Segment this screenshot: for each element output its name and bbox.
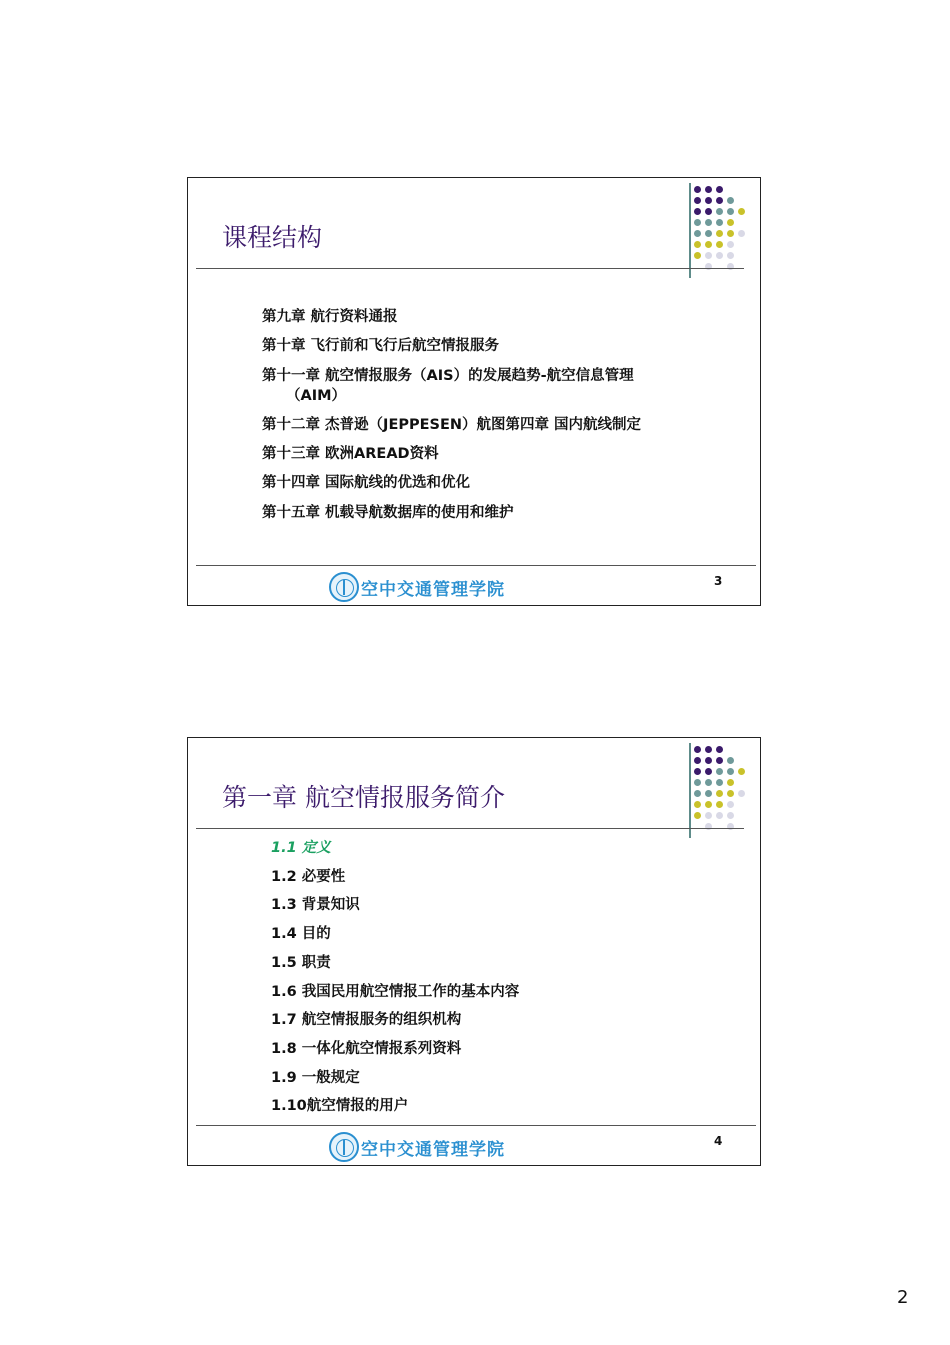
- page-number: 2: [897, 1287, 909, 1308]
- decor-dot: [727, 252, 734, 259]
- decor-dot: [705, 186, 712, 193]
- list-item-current: 1.1 定义: [271, 840, 331, 856]
- slide-title: 第一章 航空情报服务简介: [222, 783, 505, 812]
- decor-dot: [694, 757, 701, 764]
- list-item: 1.10航空情报的用户: [271, 1098, 409, 1115]
- list-item: 1.5 职责: [271, 954, 331, 971]
- list-item: 1.4 目的: [271, 926, 331, 943]
- decor-dot: [705, 241, 712, 248]
- decor-dot: [694, 812, 701, 819]
- decor-dot: [727, 812, 734, 819]
- decor-dot: [705, 252, 712, 259]
- decor-dot: [694, 252, 701, 259]
- title-divider: [196, 268, 744, 269]
- decor-dot: [727, 208, 734, 215]
- school-seal-icon: [329, 572, 359, 602]
- list-item: 第十一章 航空情报服务（AIS）的发展趋势-航空信息管理: [262, 367, 634, 384]
- decor-dot: [727, 768, 734, 775]
- decor-dot: [705, 790, 712, 797]
- school-logo: [329, 1132, 505, 1164]
- list-item: 第十三章 欧洲AREAD资料: [262, 446, 439, 463]
- decor-dot: [716, 252, 723, 259]
- decor-dot: [705, 812, 712, 819]
- list-item: 第十四章 国际航线的优选和优化: [262, 475, 471, 492]
- list-item-continuation: （AIM）: [286, 387, 347, 404]
- decor-dot: [705, 208, 712, 215]
- decor-dot: [727, 801, 734, 808]
- list-item: 第九章 航行资料通报: [262, 309, 398, 325]
- decor-dot: [716, 779, 723, 786]
- decor-dot: [716, 208, 723, 215]
- list-item: 1.7 航空情报服务的组织机构: [271, 1012, 462, 1029]
- decor-dot: [738, 230, 745, 237]
- decor-dot: [694, 790, 701, 797]
- decor-dot: [694, 186, 701, 193]
- decor-dot: [694, 219, 701, 226]
- decor-dot: [727, 790, 734, 797]
- decor-dot: [716, 230, 723, 237]
- decor-dot: [705, 779, 712, 786]
- list-item: 1.8 一体化航空情报系列资料: [271, 1040, 462, 1057]
- list-item: 第十章 飞行前和飞行后航空情报服务: [262, 338, 500, 355]
- decor-dot: [694, 801, 701, 808]
- decor-dot: [716, 790, 723, 797]
- decor-dot: [705, 768, 712, 775]
- decor-dot: [727, 230, 734, 237]
- decor-dot: [694, 746, 701, 753]
- decor-bar: [689, 183, 691, 278]
- decor-dot: [694, 197, 701, 204]
- decor-dot: [716, 241, 723, 248]
- decor-dot: [738, 768, 745, 775]
- decor-dot: [727, 757, 734, 764]
- list-item: 第十五章 机载导航数据库的使用和维护: [262, 504, 514, 521]
- decor-dot: [716, 757, 723, 764]
- decor-bar: [689, 743, 691, 838]
- decor-dot: [694, 230, 701, 237]
- decor-dot: [694, 779, 701, 786]
- decor-dot: [716, 186, 723, 193]
- dot-grid-decoration: [694, 746, 754, 834]
- decor-dot: [705, 757, 712, 764]
- slide-3: [187, 177, 761, 606]
- decor-dot: [727, 219, 734, 226]
- list-item: 第十二章 杰普逊（JEPPESEN）航图第四章 国内航线制定: [262, 416, 642, 433]
- school-name: 空中交通管理学院: [361, 579, 505, 600]
- decor-dot: [738, 790, 745, 797]
- slide-number: 3: [714, 574, 723, 588]
- decor-dot: [705, 801, 712, 808]
- decor-dot: [694, 208, 701, 215]
- slide-number: 4: [714, 1134, 723, 1148]
- decor-dot: [694, 241, 701, 248]
- decor-dot: [738, 208, 745, 215]
- decor-dot: [716, 746, 723, 753]
- slide-4: [187, 737, 761, 1166]
- footer-divider: [196, 565, 756, 566]
- decor-dot: [716, 219, 723, 226]
- decor-dot: [727, 779, 734, 786]
- list-item: 1.9 一般规定: [271, 1069, 360, 1086]
- school-seal-icon: [329, 1132, 359, 1162]
- school-logo: [329, 572, 505, 604]
- decor-dot: [705, 230, 712, 237]
- footer-divider: [196, 1125, 756, 1126]
- decor-dot: [716, 197, 723, 204]
- dot-grid-decoration: [694, 186, 754, 274]
- decor-dot: [705, 197, 712, 204]
- list-item: 1.6 我国民用航空情报工作的基本内容: [271, 983, 520, 1000]
- decor-dot: [727, 241, 734, 248]
- outline-list: [271, 834, 519, 1121]
- decor-dot: [716, 768, 723, 775]
- school-name: 空中交通管理学院: [361, 1139, 505, 1160]
- list-item: 1.2 必要性: [271, 868, 346, 885]
- decor-dot: [716, 801, 723, 808]
- list-item: 1.3 背景知识: [271, 897, 360, 914]
- decor-dot: [705, 746, 712, 753]
- decor-dot: [705, 219, 712, 226]
- slide-title: 课程结构: [222, 223, 323, 252]
- decor-dot: [694, 768, 701, 775]
- decor-dot: [716, 812, 723, 819]
- decor-dot: [727, 197, 734, 204]
- title-divider: [196, 828, 744, 829]
- outline-list: [262, 303, 641, 528]
